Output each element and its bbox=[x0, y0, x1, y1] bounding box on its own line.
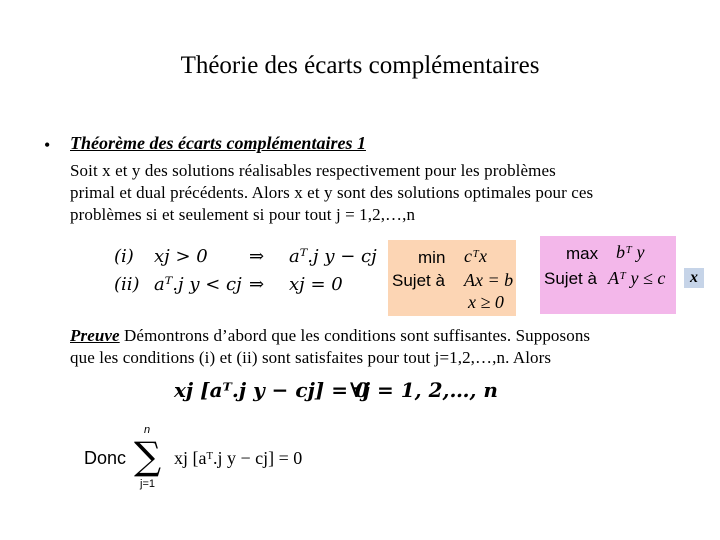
implies-arrow: ⇒ bbox=[249, 273, 265, 295]
condition-row bbox=[114, 242, 377, 270]
proof-line-1-text: Démontrons d’abord que les conditions sont suffisantes. Supposons bbox=[119, 326, 591, 345]
condition-label: (ii) bbox=[114, 273, 140, 295]
condition-row bbox=[114, 270, 377, 298]
sum-lower-bound: j=1 bbox=[140, 478, 155, 490]
primal-objective: cᵀx bbox=[464, 246, 487, 266]
theorem-line-3: problèmes si et seulement si pour tout j = 1,2,…,n bbox=[70, 205, 416, 224]
theorem-line-1: Soit x et y des solutions réalisables respectivement pour les problèmes bbox=[70, 161, 556, 180]
condition-lhs: xj > 0 bbox=[154, 245, 208, 267]
sum-upper-bound: n bbox=[144, 424, 151, 436]
equation-1 bbox=[174, 378, 498, 402]
conditions-block bbox=[114, 242, 377, 298]
variable-tag: x bbox=[684, 268, 704, 288]
theorem-line-2: primal et dual précédents. Alors x et y sont des solutions optimales pour ces bbox=[70, 183, 594, 202]
page-title: Théorie des écarts complémentaires bbox=[180, 52, 540, 79]
primal-subject: Sujet à bbox=[392, 271, 445, 290]
sigma-symbol: ∑ bbox=[134, 434, 162, 478]
dual-max: max bbox=[566, 244, 599, 263]
equation-2-body: xj [aᵀ.j y − cj] = 0 bbox=[174, 448, 303, 468]
primal-min: min bbox=[418, 248, 446, 267]
bullet-glyph: • bbox=[44, 135, 51, 155]
primal-constraint-1: Ax = b bbox=[464, 270, 514, 290]
donc-label: Donc bbox=[84, 448, 127, 468]
proof-word: Preuve bbox=[70, 326, 120, 345]
dual-constraint-1: Aᵀ y ≤ c bbox=[608, 268, 666, 288]
proof-line-1 bbox=[70, 325, 690, 347]
proof-text bbox=[70, 325, 690, 369]
condition-label: (i) bbox=[114, 245, 134, 267]
equation-1-right: ∀j = 1, 2,…, n bbox=[350, 378, 498, 402]
theorem-title: Théorème des écarts complémentaires 1 bbox=[70, 133, 366, 153]
primal-constraint-2: x ≥ 0 bbox=[468, 292, 504, 312]
implies-arrow: ⇒ bbox=[249, 245, 265, 267]
proof-line-2: que les conditions (i) et (ii) sont satisfaites pour tout j=1,2,…,n. Alors bbox=[70, 348, 552, 367]
condition-lhs: aᵀ.j y < cj bbox=[154, 273, 242, 295]
equation-1-left: xj [aᵀ.j y − cj] = 0 bbox=[174, 378, 369, 402]
dual-problem-box bbox=[540, 236, 676, 314]
dual-objective: bᵀ y bbox=[616, 242, 645, 262]
dual-subject: Sujet à bbox=[544, 269, 597, 288]
condition-rhs: aᵀ.j y − cj bbox=[289, 245, 377, 267]
primal-problem-box bbox=[388, 240, 516, 316]
theorem-text bbox=[70, 160, 690, 226]
condition-rhs: xj = 0 bbox=[289, 273, 343, 295]
